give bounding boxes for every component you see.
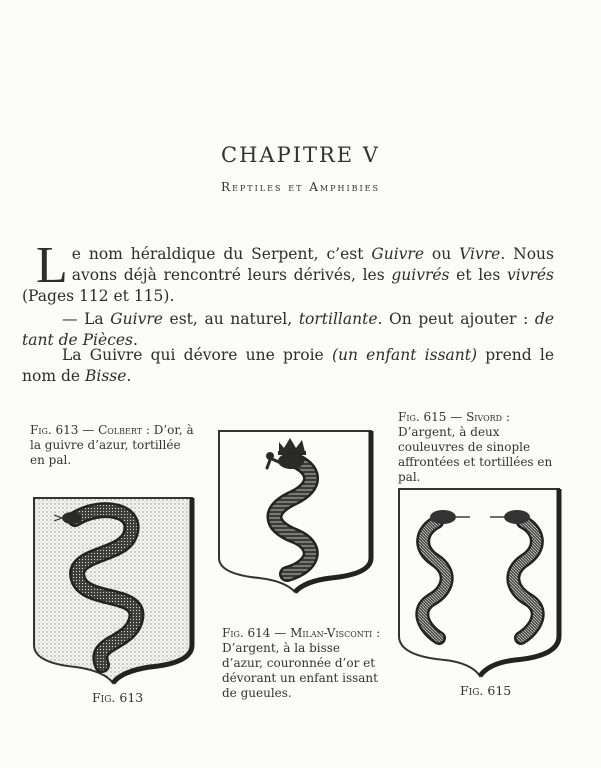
chapter-title: CHAPITRE V	[221, 143, 380, 167]
paragraph-bisse: La Guivre qui dévore une proie (un enfant issant) prend le nom de Bisse.	[22, 346, 554, 385]
caption-fig-615: Fig. 615 — Sivord : D’argent, à deux couleuvres de sinople affrontées et tortillées en pal.	[398, 410, 553, 484]
shield-fig-613	[30, 495, 196, 690]
paragraph-serpent: Le nom héraldique du Serpent, c’est Guivre ou Vivre. Nous avons déjà rencontré leurs dérivés, les guivrés et les vivrés (Pages 112 et 115).	[22, 237, 554, 305]
caption-fig-614: Fig. 614 — Milan-Visconti : D’argent, à la bisse d’azur, couronnée d’or et dévorant un enfant issant de gueules.	[222, 626, 381, 700]
label-fig-615: Fig. 615	[460, 683, 512, 698]
shield-outline	[399, 489, 559, 676]
chapter-subtitle: Reptiles et Amphibies	[221, 180, 380, 194]
caption-fig-613: Fig. 613 — Colbert : D’or, à la guivre d’azur, tortillée en pal.	[30, 423, 194, 467]
label-fig-613: Fig. 613	[92, 690, 144, 705]
paragraph-guivre: — La Guivre est, au naturel, tortillante. On peut ajouter : de tant de Pièces.	[22, 310, 555, 349]
shield-fig-614	[215, 428, 377, 596]
shield-fig-615	[395, 486, 565, 682]
drop-cap: L	[36, 237, 68, 294]
